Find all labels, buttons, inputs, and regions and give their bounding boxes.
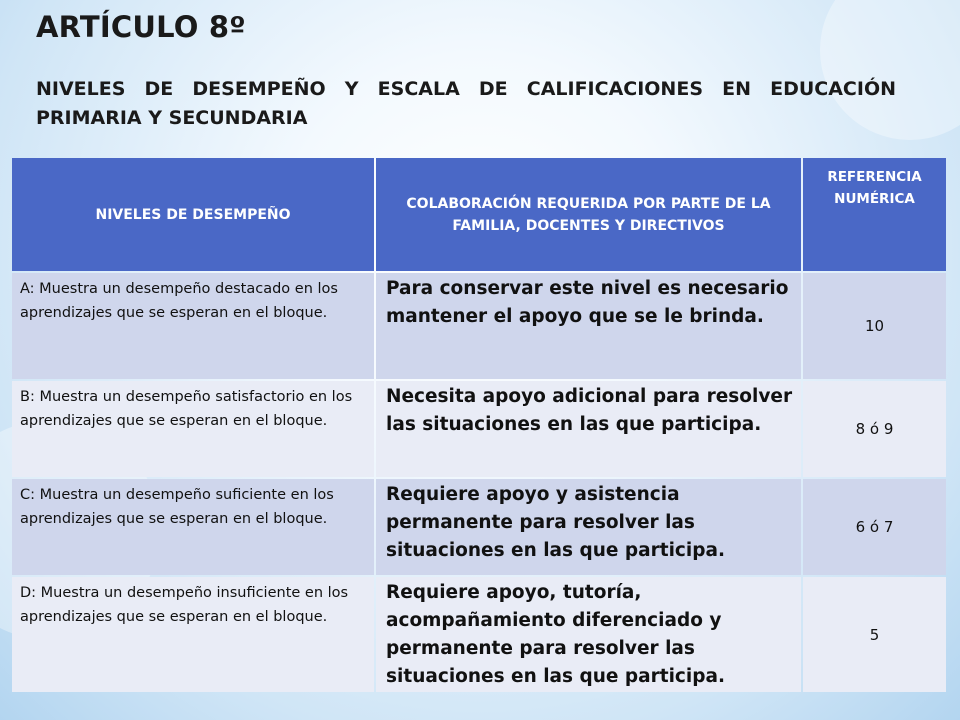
row-d-reference: 5 [803,577,946,692]
performance-table [12,158,942,692]
row-a-collaboration: Para conservar este nivel es necesario mantener el apoyo que se le brinda. [376,273,801,379]
row-a-reference: 10 [803,273,946,379]
row-c-reference: 6 ó 7 [803,479,946,575]
row-d-level: D: Muestra un desempeño insuficiente en los aprendizajes que se esperan en el bloque. [12,577,374,692]
column-header-levels: NIVELES DE DESEMPEÑO [12,158,374,271]
page-title: ARTÍCULO 8º [36,10,246,44]
row-c-level: C: Muestra un desempeño suficiente en los aprendizajes que se esperan en el bloque. [12,479,374,575]
row-b-reference: 8 ó 9 [803,381,946,477]
row-b-collaboration: Necesita apoyo adicional para resolver las situaciones en las que participa. [376,381,801,477]
page-subtitle: NIVELES DE DESEMPEÑO Y ESCALA DE CALIFICACIONES EN EDUCACIÓN PRIMARIA Y SECUNDARIA [36,78,896,129]
row-a-level: A: Muestra un desempeño destacado en los aprendizajes que se esperan en el bloque. [12,273,374,379]
column-header-collaboration: COLABORACIÓN REQUERIDA POR PARTE DE LA FAMILIA, DOCENTES Y DIRECTIVOS [376,158,801,271]
row-c-collaboration: Requiere apoyo y asistencia permanente para resolver las situaciones en las que participa. [376,479,801,575]
row-b-level: B: Muestra un desempeño satisfactorio en los aprendizajes que se esperan en el bloque. [12,381,374,477]
row-d-collaboration: Requiere apoyo, tutoría, acompañamiento diferenciado y permanente para resolver las situaciones en las que participa. [376,577,801,692]
column-header-reference: REFERENCIA NUMÉRICA [803,158,946,271]
